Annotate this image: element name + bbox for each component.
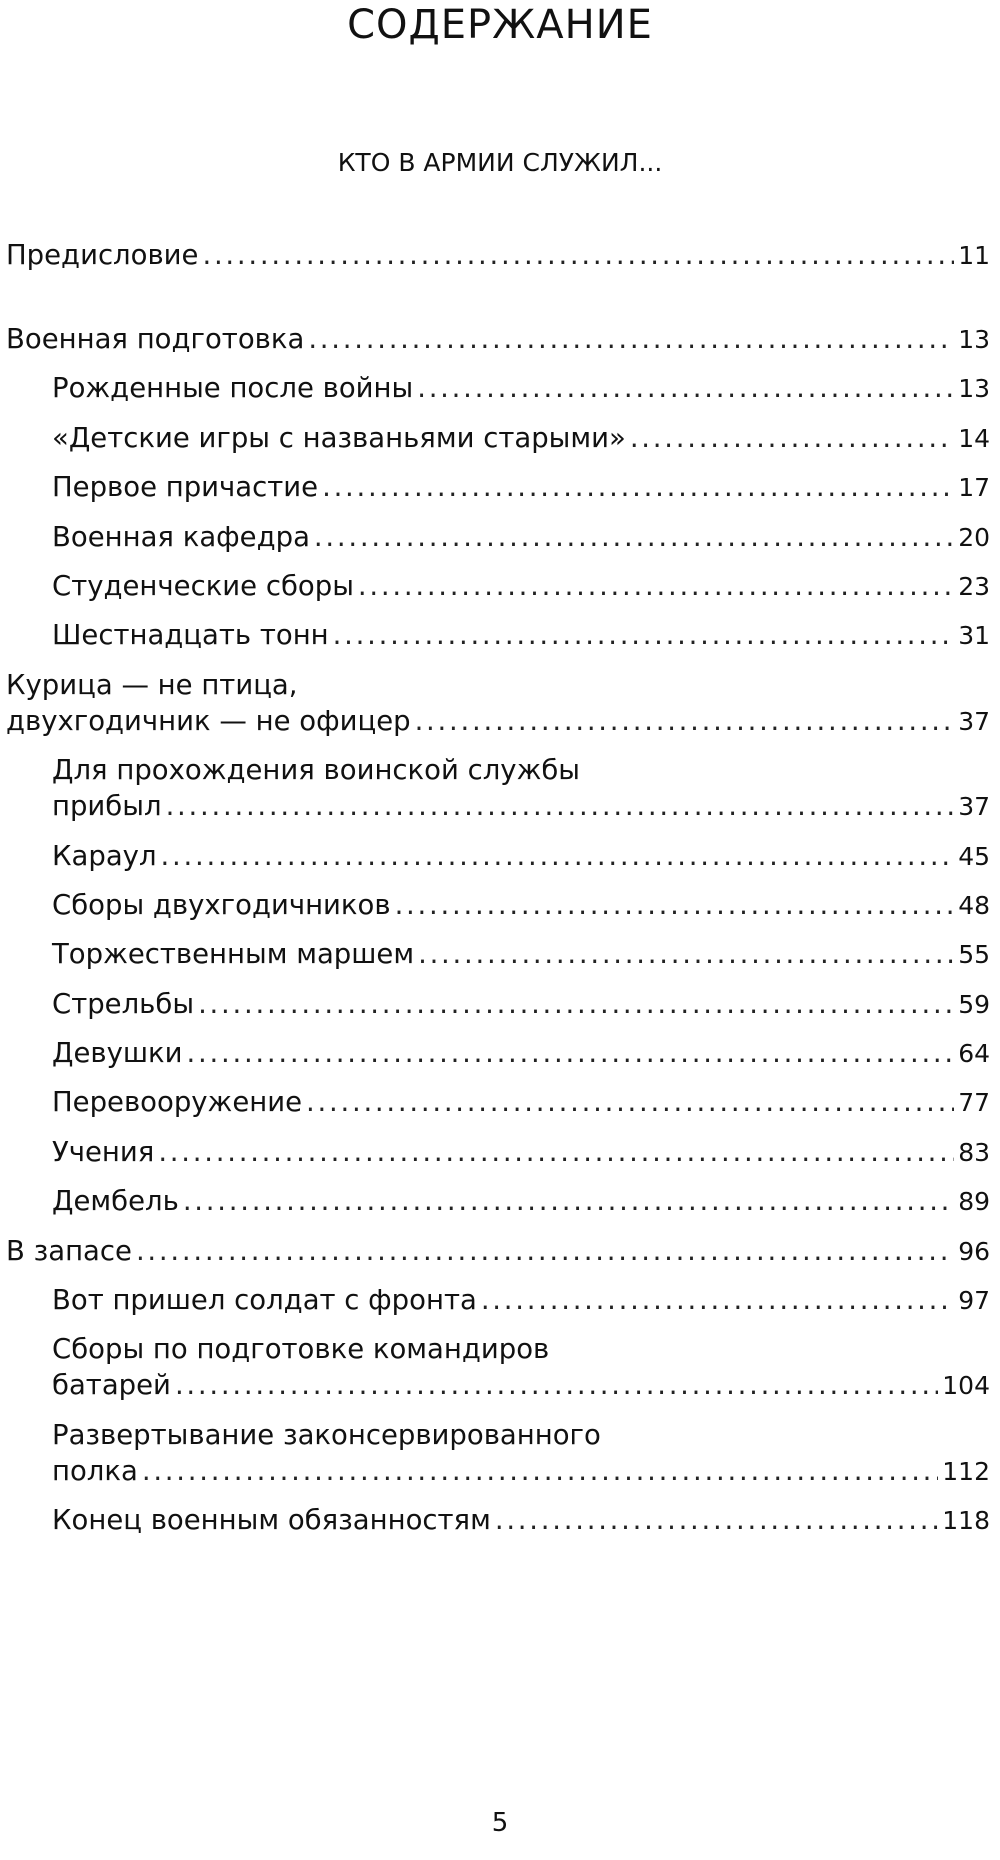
toc-entry-page: 17 — [958, 473, 990, 503]
toc-entry-title: Предисловие — [6, 239, 199, 271]
toc-entry-title: Военная подготовка — [6, 323, 305, 355]
toc-entry-title: Шестнадцать тонн — [52, 619, 329, 652]
toc-entry-page: 59 — [958, 989, 990, 1019]
toc-entry-page: 77 — [958, 1088, 990, 1118]
toc-entry-page: 48 — [958, 890, 990, 920]
dot-leader — [202, 237, 954, 273]
dot-leader — [415, 703, 955, 739]
toc-entry-title: В запасе — [6, 1234, 132, 1267]
toc-entry-title: Сборы по подготовке командиров — [52, 1333, 550, 1366]
toc-entry-page: 37 — [958, 792, 990, 822]
toc-entry — [6, 838, 990, 874]
toc-entry — [6, 936, 990, 972]
dot-leader — [166, 788, 955, 824]
toc-entry-title: Военная кафедра — [52, 520, 310, 553]
toc-entry-page: 104 — [942, 1371, 990, 1401]
toc-entry — [6, 617, 990, 653]
dot-leader — [322, 469, 954, 505]
toc-entry-page: 83 — [958, 1137, 990, 1167]
toc-entry — [6, 420, 990, 456]
toc-entry — [6, 1417, 990, 1489]
toc-entry-page: 118 — [942, 1506, 990, 1536]
dot-leader — [308, 321, 954, 357]
toc-entry — [6, 1134, 990, 1170]
toc-entry-page: 13 — [958, 325, 990, 354]
toc-entry-title: Дембель — [52, 1185, 179, 1218]
dot-leader — [183, 1183, 954, 1219]
dot-leader — [630, 420, 954, 456]
toc-entry-title: Для прохождения воинской службы — [52, 754, 581, 787]
toc-entry-title: Студенческие сборы — [52, 569, 354, 602]
toc-entry-title: Караул — [52, 839, 157, 872]
toc-entry — [6, 469, 990, 505]
toc-entry-page: 37 — [958, 706, 990, 736]
toc-entry-page: 13 — [958, 374, 990, 404]
dot-leader — [358, 568, 954, 604]
toc-entry — [6, 568, 990, 604]
toc-entry-title: Учения — [52, 1135, 155, 1168]
toc-entry-title: Перевооружение — [52, 1086, 303, 1119]
toc-entry-title: Сборы двухгодичников — [52, 888, 391, 921]
toc-entry-title: Рожденные после войны — [52, 372, 414, 405]
toc-entry — [6, 887, 990, 923]
toc-entry-title: батарей — [52, 1369, 171, 1402]
toc-entry — [6, 1084, 990, 1120]
toc-entry — [6, 237, 990, 273]
toc-entry — [6, 1233, 990, 1269]
toc-entry-title: полка — [52, 1454, 138, 1487]
toc-entry — [6, 1282, 990, 1318]
dot-leader — [158, 1134, 954, 1170]
toc-entry-title: двухгодичник — не офицер — [6, 704, 411, 737]
toc-entry-page: 89 — [958, 1187, 990, 1217]
toc-entry-page: 96 — [958, 1236, 990, 1266]
toc-entry — [6, 1331, 990, 1403]
toc-entry — [6, 1035, 990, 1071]
toc-entry-page: 97 — [958, 1286, 990, 1316]
dot-leader — [481, 1282, 954, 1318]
dot-leader — [314, 519, 954, 555]
page-number: 5 — [491, 1808, 509, 1838]
toc-entry-title: Первое причастие — [52, 471, 319, 504]
dot-leader — [142, 1453, 938, 1489]
toc-entry-title: прибыл — [52, 790, 162, 823]
dot-leader — [418, 936, 954, 972]
page-title: СОДЕРЖАНИЕ — [347, 2, 653, 48]
dot-leader — [495, 1502, 938, 1538]
toc-entry-title: Вот пришел солдат с фронта — [52, 1284, 477, 1317]
dot-leader — [136, 1233, 954, 1269]
toc-entry-page: 20 — [958, 522, 990, 552]
dot-leader — [198, 986, 954, 1022]
toc-entry-page: 23 — [958, 571, 990, 601]
toc-entry-page: 112 — [942, 1456, 990, 1486]
table-of-contents — [6, 237, 990, 1552]
toc-entry — [6, 986, 990, 1022]
toc-entry-page: 11 — [958, 241, 990, 270]
toc-entry-page: 64 — [958, 1039, 990, 1069]
toc-entry — [6, 1183, 990, 1219]
toc-entry — [6, 321, 990, 357]
toc-entry-title: Конец военным обязанностям — [52, 1504, 491, 1537]
section-subtitle: КТО В АРМИИ СЛУЖИЛ... — [337, 148, 663, 177]
toc-entry-title: «Детские игры с названьями старыми» — [52, 421, 626, 454]
dot-leader — [175, 1367, 938, 1403]
toc-entry-page: 31 — [958, 621, 990, 651]
toc-entry-page: 14 — [958, 423, 990, 453]
toc-entry-title: Девушки — [52, 1037, 183, 1070]
dot-leader — [395, 887, 955, 923]
toc-entry — [6, 1502, 990, 1538]
toc-entry-title: Стрельбы — [52, 987, 195, 1020]
dot-leader — [333, 617, 955, 653]
toc-entry — [6, 370, 990, 406]
toc-entry-title: Развертывание законсервированного — [52, 1418, 601, 1451]
toc-entry — [6, 667, 990, 739]
dot-leader — [187, 1035, 955, 1071]
toc-entry — [6, 752, 990, 824]
toc-entry-page: 55 — [958, 940, 990, 970]
toc-entry-title: Курица — не птица, — [6, 668, 298, 701]
toc-entry — [6, 519, 990, 555]
toc-entry-page: 45 — [958, 841, 990, 871]
dot-leader — [306, 1084, 954, 1120]
dot-leader — [417, 370, 954, 406]
dot-leader — [161, 838, 955, 874]
toc-entry-title: Торжественным маршем — [52, 938, 415, 971]
